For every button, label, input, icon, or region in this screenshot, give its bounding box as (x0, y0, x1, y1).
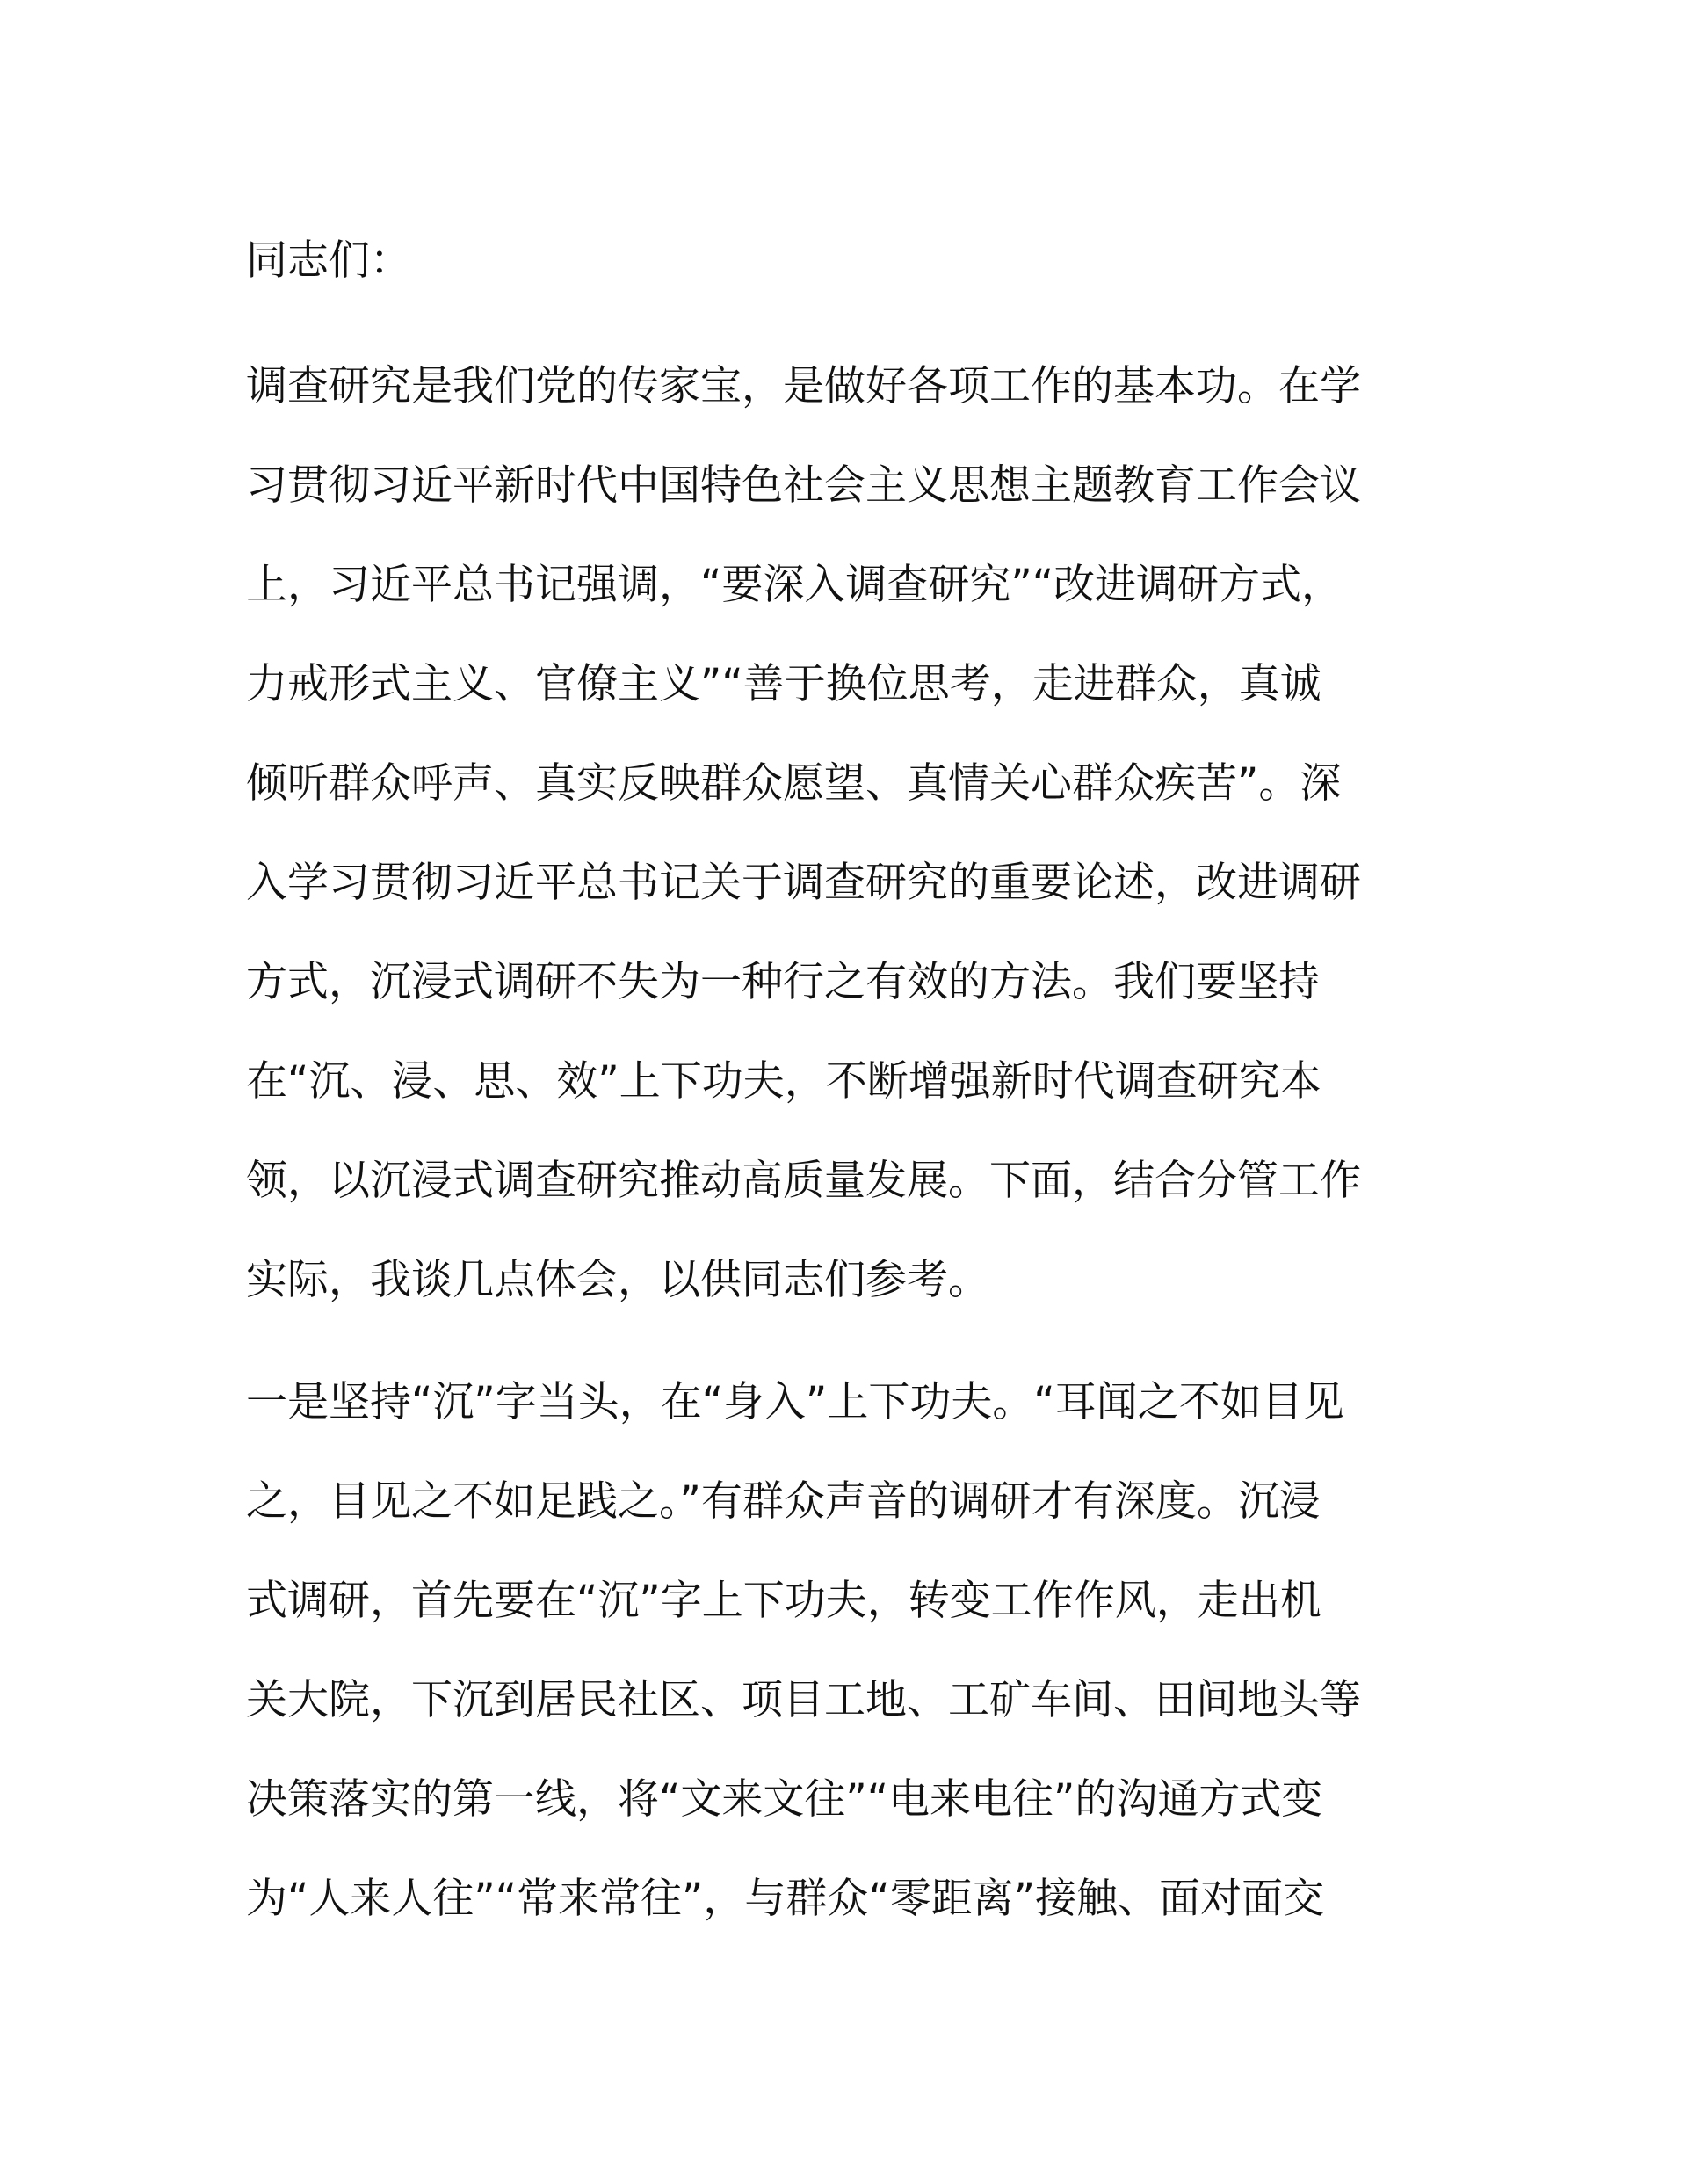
paragraph-line: 倾听群众呼声、真实反映群众愿望、真情关心群众疾苦”。深 (246, 759, 1342, 808)
salutation: 同志们： (246, 236, 411, 285)
paragraph-line: 力戒形式主义、官僚主义”“善于换位思考，走进群众，真诚 (246, 660, 1321, 708)
paragraph-line: 上，习近平总书记强调，“要深入调查研究”“改进调研方式， (246, 561, 1343, 609)
paragraph-line: 领，以沉浸式调查研究推动高质量发展。下面，结合分管工作 (246, 1157, 1361, 1205)
paragraph-line: 决策落实的第一线，将“文来文往”“电来电往”的沟通方式变 (246, 1775, 1323, 1824)
paragraph-point-one (246, 1353, 1441, 1948)
paragraph-line: 入学习贯彻习近平总书记关于调查研究的重要论述，改进调研 (246, 859, 1361, 907)
paragraph-line: 一是坚持“沉”字当头，在“身入”上下功夫。“耳闻之不如目见 (246, 1378, 1344, 1426)
paragraph-line: 方式，沉浸式调研不失为一种行之有效的方法。我们要坚持 (246, 958, 1320, 1006)
paragraph-line: 之，目见之不如足践之。”有群众声音的调研才有深度。沉浸 (246, 1477, 1321, 1526)
paragraph-line: 式调研，首先要在“沉”字上下功夫，转变工作作风，走出机 (246, 1577, 1321, 1625)
paragraph-line: 为“人来人往”“常来常往”，与群众“零距离”接触、面对面交 (246, 1875, 1325, 1923)
paragraph-line: 调查研究是我们党的传家宝，是做好各项工作的基本功。在学 (246, 362, 1361, 410)
paragraph-line: 实际，我谈几点体会，以供同志们参考。 (246, 1256, 989, 1304)
paragraph-line: 在“沉、浸、思、效”上下功夫，不断增强新时代调查研究本 (246, 1057, 1321, 1106)
paragraph-line: 关大院，下沉到居民社区、项目工地、工矿车间、田间地头等 (246, 1676, 1361, 1724)
paragraph-line: 习贯彻习近平新时代中国特色社会主义思想主题教育工作会议 (246, 461, 1361, 510)
paragraph-intro (246, 337, 1441, 1330)
